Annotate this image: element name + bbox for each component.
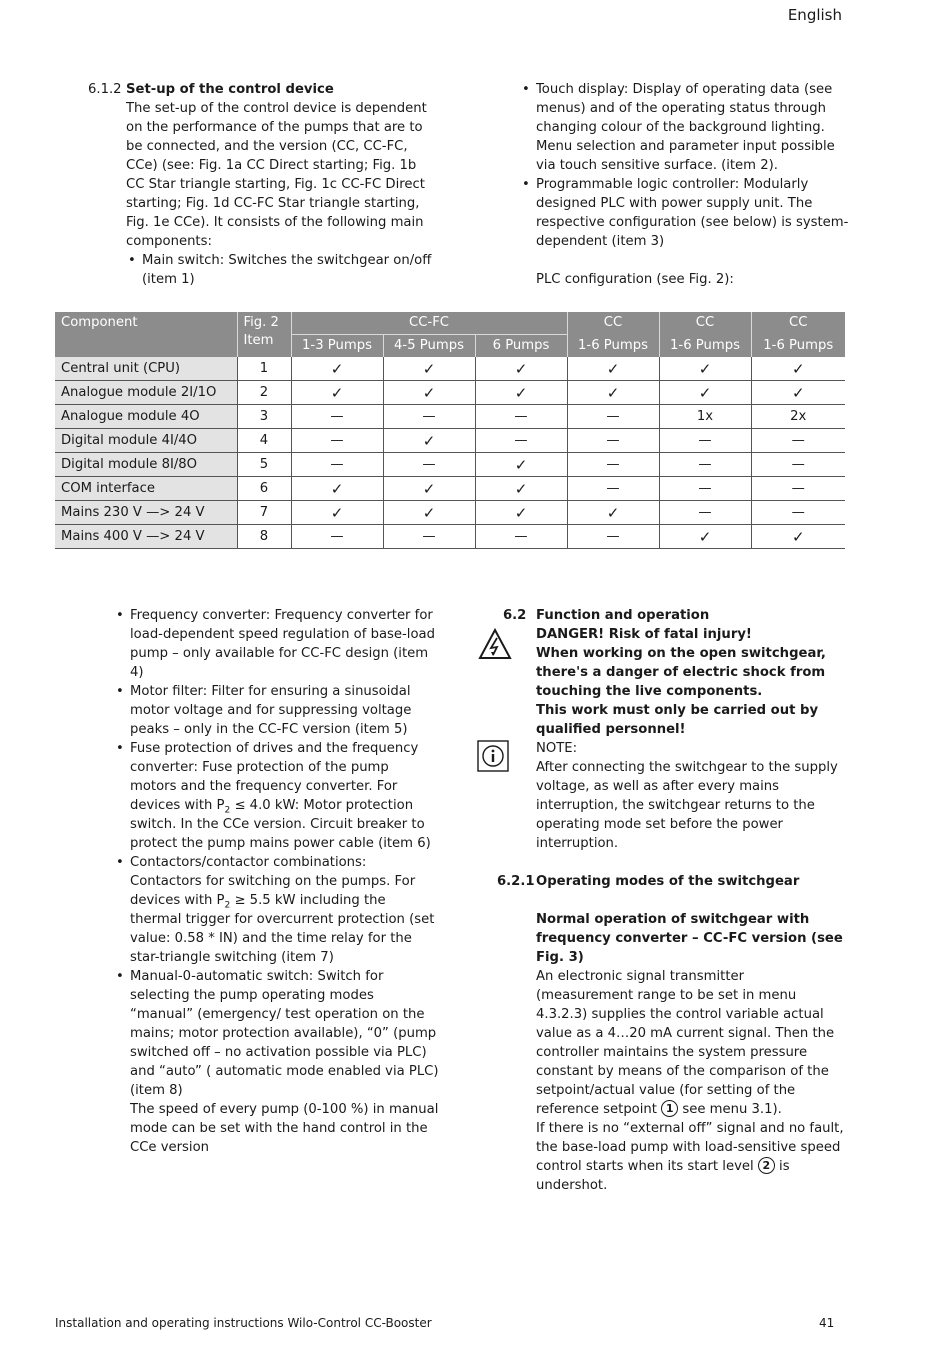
header-component: Component — [55, 312, 237, 357]
value-cell: — — [751, 501, 845, 525]
text: If there is no “external off” signal and no fault, the base-load pump with load-sensitive speed control starts when its start level — [536, 1121, 844, 1174]
header-group-ccfc: CC-FC — [291, 312, 567, 335]
text: see menu 3.1). — [678, 1102, 782, 1117]
list-item — [114, 739, 439, 853]
language-label: English — [787, 6, 842, 24]
value-cell: — — [567, 405, 659, 429]
value-cell: ✓ — [291, 357, 383, 381]
page-number: 41 — [819, 1316, 835, 1330]
value-cell: 2x — [751, 405, 845, 429]
section-title: Set-up of the control device — [126, 82, 334, 97]
value-cell: — — [383, 405, 475, 429]
list-item: • Frequency converter: Frequency converter for load-dependent speed regulation of base-load pump – only available for CC-FC design (item 4) — [114, 606, 439, 682]
value-cell: ✓ — [383, 477, 475, 501]
value-cell: ✓ — [383, 501, 475, 525]
section-612-left — [88, 80, 438, 289]
manual-note: The speed of every pump (0-100 %) in manual mode can be set with the hand control in the CCe version — [130, 1102, 439, 1155]
section-number: 6.1.2 — [88, 82, 122, 97]
paragraph — [536, 1119, 845, 1195]
value-cell: — — [751, 429, 845, 453]
value-cell: — — [751, 477, 845, 501]
value-cell: ✓ — [383, 381, 475, 405]
header-sub: 1-6 Pumps — [567, 335, 659, 358]
list-item: • Motor filter: Filter for ensuring a sinusoidal motor voltage and for suppressing voltage peaks – only in the CC-FC version (item 5) — [114, 682, 439, 739]
list-item: • Manual-0-automatic switch: Switch for selecting the pump operating modes “manual” (emergency/ test operation on the mains; motor protection available), “0” (pump switched off – no activation possible via PLC) and “auto” ( automatic mode enabled via PLC) (item 8) — [114, 967, 439, 1100]
value-cell: — — [291, 525, 383, 549]
text: Fuse protection of drives and the frequency converter: Fuse protection of the pump motors and the frequency converter. For devices with P — [130, 741, 419, 813]
item-cell: 7 — [237, 501, 291, 525]
value-cell: ✓ — [475, 477, 567, 501]
text: is undershot. — [536, 1159, 790, 1193]
value-cell: ✓ — [751, 525, 845, 549]
header-sub: 1-6 Pumps — [659, 335, 751, 358]
section-intro: The set-up of the control device is dependent on the performance of the pumps that are to be connected, and the version (CC, CC-FC, CCe) (see: Fig. 1a CC Direct starting; Fig. 1b CC Star triangle starting, Fig. 1c CC-FC Direct starting; Fig. 1d CC-FC Star triangle starting, Fig. 1e CCe). It consists of the following main components: — [126, 101, 427, 249]
value-cell: — — [475, 525, 567, 549]
bullet-list — [126, 251, 438, 289]
value-cell: — — [567, 477, 659, 501]
note-title: NOTE: — [536, 741, 578, 756]
value-cell: 1x — [659, 405, 751, 429]
value-cell: ✓ — [383, 357, 475, 381]
component-cell: Digital module 4I/4O — [55, 429, 237, 453]
value-cell: — — [567, 525, 659, 549]
circled-number: 1 — [661, 1100, 678, 1117]
component-cell: Digital module 8I/8O — [55, 453, 237, 477]
subscript: 2 — [224, 900, 231, 911]
header-sub: 4-5 Pumps — [383, 335, 475, 358]
text: ≥ 5.5 kW including the thermal trigger for overcurrent protection (set value: 0.58 * IN) and the time relay for the star-triangle switching (item 7) — [130, 893, 435, 965]
section-number: 6.2.1 — [497, 874, 535, 889]
header-sub: 1-3 Pumps — [291, 335, 383, 358]
table-row — [55, 405, 845, 429]
item-cell: 6 — [237, 477, 291, 501]
value-cell: ✓ — [291, 477, 383, 501]
header-group-cc: CC — [659, 312, 751, 335]
value-cell: — — [383, 525, 475, 549]
section-62 — [497, 606, 845, 1195]
header-sub: 1-6 Pumps — [751, 335, 845, 358]
item-cell: 4 — [237, 429, 291, 453]
paragraph — [536, 967, 845, 1119]
value-cell: — — [659, 477, 751, 501]
value-cell: ✓ — [291, 501, 383, 525]
section-title: Function and operation — [536, 608, 710, 623]
value-cell: — — [751, 453, 845, 477]
table-row — [55, 429, 845, 453]
value-cell: — — [659, 429, 751, 453]
plc-caption: PLC configuration (see Fig. 2): — [536, 272, 734, 287]
bullet-list — [114, 606, 439, 1100]
value-cell: — — [383, 453, 475, 477]
item-cell: 1 — [237, 357, 291, 381]
component-cell: Mains 400 V —> 24 V — [55, 525, 237, 549]
table-row — [55, 381, 845, 405]
value-cell: — — [475, 405, 567, 429]
header-sub: 6 Pumps — [475, 335, 567, 358]
value-cell: ✓ — [475, 357, 567, 381]
value-cell: ✓ — [475, 501, 567, 525]
value-cell: ✓ — [659, 357, 751, 381]
value-cell: ✓ — [659, 381, 751, 405]
item-cell: 2 — [237, 381, 291, 405]
item-cell: 5 — [237, 453, 291, 477]
section-number: 6.2 — [503, 608, 527, 623]
value-cell: — — [291, 405, 383, 429]
value-cell: ✓ — [659, 525, 751, 549]
table-row — [55, 453, 845, 477]
danger-title: DANGER! Risk of fatal injury! — [536, 627, 752, 642]
value-cell: ✓ — [567, 357, 659, 381]
note-text: After connecting the switchgear to the supply voltage, as well as after every mains interruption, the switchgear returns to the operating mode set before the power interruption. — [536, 760, 838, 851]
danger-text-2: This work must only be carried out by qualified personnel! — [536, 703, 819, 737]
plc-config-table — [55, 312, 845, 549]
table-row — [55, 477, 845, 501]
text: ≤ 4.0 kW: Motor protection switch. In the CCe version. Circuit breaker to protect the pump mains power cable (item 6) — [130, 798, 431, 851]
circled-number: 2 — [758, 1157, 775, 1174]
value-cell: ✓ — [475, 381, 567, 405]
subscript: 2 — [224, 805, 231, 816]
component-cell: Analogue module 4O — [55, 405, 237, 429]
value-cell: — — [291, 429, 383, 453]
value-cell: ✓ — [291, 381, 383, 405]
component-cell: Central unit (CPU) — [55, 357, 237, 381]
list-item: • Programmable logic controller: Modularly designed PLC with power supply unit. The respective configuration (see below) is system-dependent (item 3) — [520, 175, 850, 251]
list-item: • Touch display: Display of operating data (see menus) and of the operating status through changing colour of the background lighting. Menu selection and parameter input possible via touch sensitive surface. (item 2). — [520, 80, 850, 175]
value-cell: ✓ — [567, 381, 659, 405]
value-cell: — — [475, 429, 567, 453]
item-cell: 3 — [237, 405, 291, 429]
value-cell: — — [659, 453, 751, 477]
table-row — [55, 357, 845, 381]
value-cell: ✓ — [751, 357, 845, 381]
value-cell: — — [291, 453, 383, 477]
header-item: Fig. 2 Item — [237, 312, 291, 357]
subsection-title: Normal operation of switchgear with frequency converter – CC-FC version (see Fig. 3) — [536, 912, 843, 965]
value-cell: — — [659, 501, 751, 525]
table-row — [55, 501, 845, 525]
text: Contactors/contactor combinations: Contactors for switching on the pumps. For devices with P — [130, 855, 416, 908]
item-cell: 8 — [237, 525, 291, 549]
header-group-cc: CC — [567, 312, 659, 335]
text: An electronic signal transmitter (measurement range to be set in menu 4.3.2.3) supplies the control variable actual value as a 4…20 mA current signal. Then the controller maintains the system pressure constant by means of the comparison of the setpoint/actual value (for setting of the reference setpoint — [536, 969, 835, 1117]
value-cell: ✓ — [475, 453, 567, 477]
bullet-list — [520, 80, 850, 251]
danger-text: When working on the open switchgear, there's a danger of electric shock from touching the live components. — [536, 646, 826, 699]
component-cell: COM interface — [55, 477, 237, 501]
components-list — [114, 606, 439, 1157]
value-cell: — — [567, 453, 659, 477]
component-cell: Mains 230 V —> 24 V — [55, 501, 237, 525]
list-item: • Main switch: Switches the switchgear on/off (item 1) — [126, 251, 438, 289]
table-row — [55, 525, 845, 549]
footer-title: Installation and operating instructions Wilo-Control CC-Booster — [55, 1316, 432, 1330]
value-cell: ✓ — [751, 381, 845, 405]
component-cell: Analogue module 2I/1O — [55, 381, 237, 405]
value-cell: — — [567, 429, 659, 453]
header-group-cc: CC — [751, 312, 845, 335]
list-item — [114, 853, 439, 967]
value-cell: ✓ — [567, 501, 659, 525]
section-title: Operating modes of the switchgear — [536, 874, 800, 889]
section-612-right — [520, 80, 850, 289]
value-cell: ✓ — [383, 429, 475, 453]
